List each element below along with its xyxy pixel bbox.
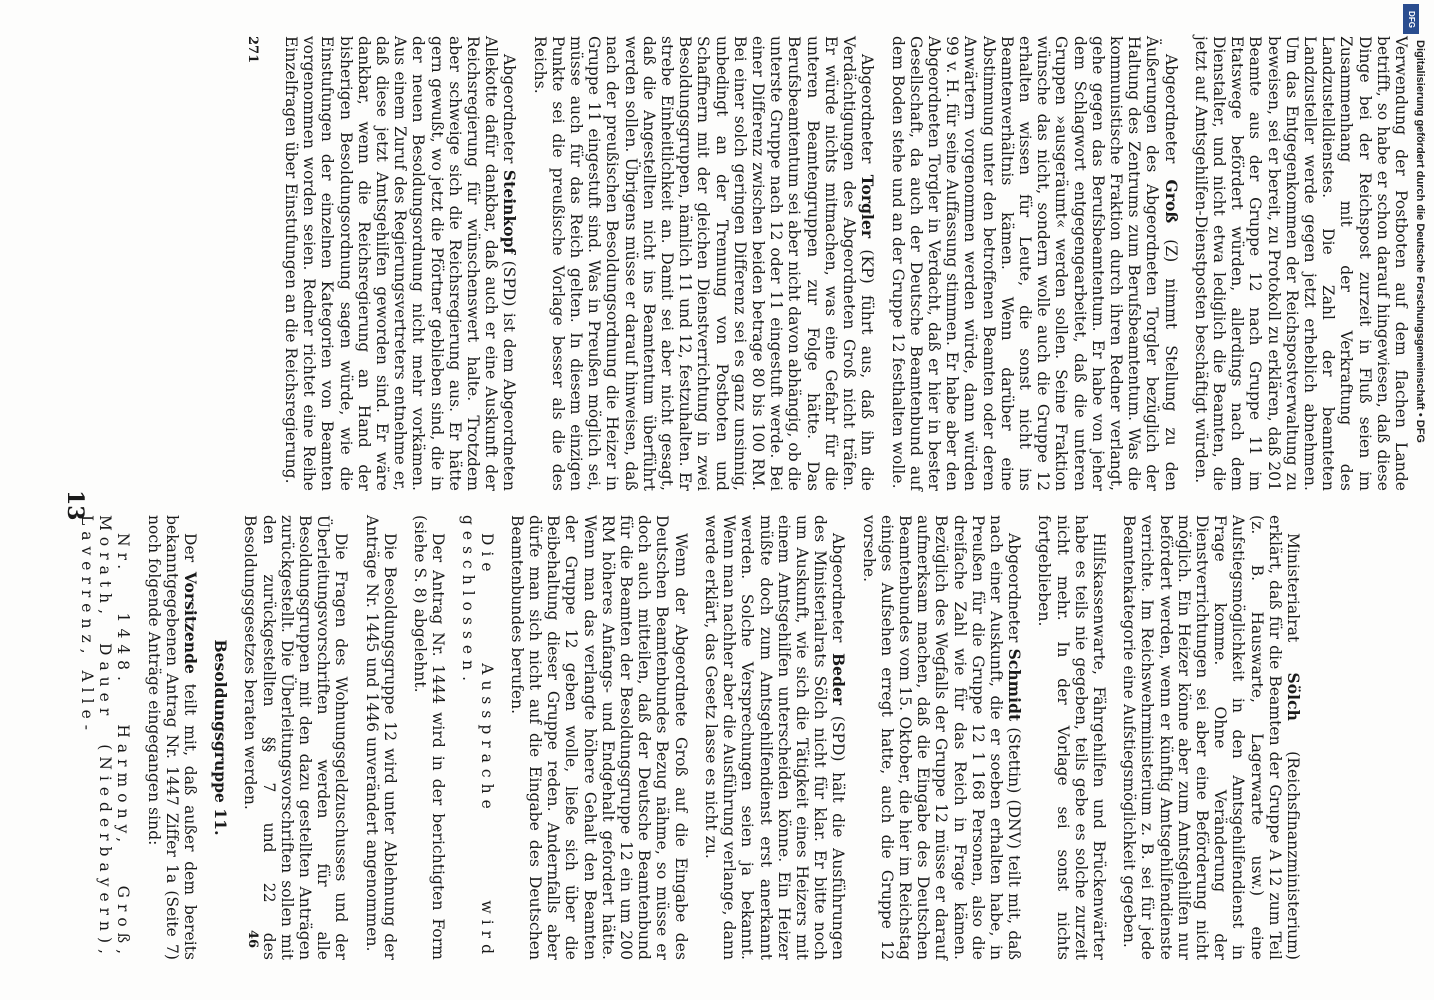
paragraph-text: (Reichsfinanzministerium) erklärt, daß für die Beamten der Gruppe A 12 zum Teil (z. B. Hauswarte, Lagerwarte usw.) eine Aufstiegsmöglichkeit in den Amtsgehilfendienst in Frage komme. Ohne Veränderung der Dienstverrichtungen sei aber eine Beförderung nicht möglich. Ein Heizer könne aber zum Amtsgehilfen nur befördert werden, wenn er künftig Amtsgehilfendienste verrichte. Im Reichswehrministerium z. B. sei für jede Beamtenkategorie eine Aufstiegsmöglichkeit gegeben. <box>1120 515 1302 960</box>
right-paragraph-11: Nr. 1448. Harmony, Groß, Morath, Dauer (Niederbayern), Laverrenz, Alle- <box>78 515 133 960</box>
left-paragraph-3 <box>530 36 876 491</box>
right-paragraph-8: Die Besoldungsgruppe 12 wird unter Ablehnung der Anträge Nr. 1445 und 1446 unverändert angenommen. <box>362 515 399 960</box>
right-paragraph-1 <box>1120 515 1302 960</box>
left-paragraph-4 <box>282 36 519 491</box>
left-column <box>270 36 1410 491</box>
paragraph-text: (Stettin) (DNV) teilt mit, daß nach einer Auskunft, die er soeben erhalten habe, in Preußen für die Gruppe 12 1 168 Personen, also die dreifache Zahl wie für das Reich in Frage kämen. Bezüglich des Wegfalls der Gruppe 12 müsse er darauf aufmerksam machen, daß die Eingabe des Deutschen Beamtenbundes vom 15. Oktober, die hier im Reichstag einiges Aufsehen erregt hatte, auch die Gruppe 12 vorsehe. <box>859 515 1024 960</box>
speaker-name: Sölch <box>1284 672 1303 721</box>
speaker-prefix: Ministerialrat <box>1284 533 1302 673</box>
paragraph-text: (KP) führt aus, daß ihn die Verdächtigungen des Abgeordneten Groß nicht träfen. Er würde nichts mitmachen, was eine Gefahr für die unteren Beamtengruppen zur Folge hätte. Das Berufsbeamtentum sei aber nicht davon abhängig, ob die unterste Gruppe nach 12 oder 11 eingestuft werde. Bei einer Differenz zwischen beiden betrage 80 bis 100 RM. Bei einer solch geringen Differenz sei es ganz unsinnig, unbedingt an der Trennung von Postboten und Schaffnern mit der gleichen Dienstverrichtung in zwei Besoldungsgruppen, nämlich 11 und 12, festzuhalten. Er strebe Einheitlichkeit an. Damit sei aber nicht gesagt, daß die Angestellten nicht ins Beamtentum überführt werden sollen. Übrigens müsse er darauf hinweisen, daß nach der preußischen Besoldungsordnung die Heizer in Gruppe 11 eingestuft sind. Was in Preußen möglich sei, müsse auch für das Reich gelten. In diesem einzigen Punkte sei die preußische Vorlage besser als die des Reichs. <box>530 36 877 491</box>
paragraph-text: (SPD) ist dem Abgeordneten Allekotte dafür dankbar, daß auch er eine Auskunft der Reichsregierung für wünschenswert halte. Trotzdem aber schweige sich die Reichsregierung aus. Er hätte gern gewußt, wo jetzt die Pförtner geblieben sind, die in der neuen Besoldungsordnung nicht mehr vorkämen. Aus einem Zuruf des Regierungsvertreters entnehme er, daß diese jetzt Amtsgehilfen geworden sind. Er wäre dankbar, wenn die Reichsregierung an Hand der bisherigen Besoldungsordnung sagen würde, wie die Einstufungen der einzelnen Kategorien von Beamten vorgenommen worden seien. Redner richtet eine Reihe Einzelfragen über Einstufungen an die Reichsregierung. <box>282 36 519 491</box>
speaker-prefix: Abgeordneter <box>1161 54 1180 180</box>
speaker-prefix: Abgeordneter <box>829 533 848 654</box>
right-paragraph-7: Der Antrag Nr. 1444 wird in der berichtigten Form (siehe S. 8) abgelehnt. <box>411 515 448 960</box>
speaker-name: Torgler <box>858 174 878 239</box>
paragraph-text: teilt mit, daß außer dem bereits bekanntgegebenen Antrag Nr. 1447 Ziffer 1a (Seite 7) noch folgende Anträge eingegangen sind: <box>144 515 200 960</box>
right-paragraph-9: Die Fragen des Wohnungsgeldzuschusses und der Überleitungsvorschriften werden für alle Besoldungsgruppen mit den dazu gestellten Anträgen zurückgestellt. Die Überleitungsvorschriften sollen mit den zurückgestellten §§ 7 und 22 des Besoldungsgesetzes beraten werden. <box>241 515 351 960</box>
paragraph-text: (SPD) hält die Ausführungen des Ministerialrats Sölch nicht für klar. Er bitte noch um Auskunft, wie sich die Tätigkeit eines Heizers mit einem Amtsgehilfen unterscheiden könne. Ein Heizer müßte doch zum Amtsgehilfendienst erst anerkannt werden. Solche Versprechungen seien ja bekannt. Wenn man nachher aber die Ausführung verlange, dann werde erklärt, das Gesetz lasse es nicht zu. <box>701 515 848 960</box>
speaker-prefix: Abgeordneter <box>1005 533 1024 649</box>
right-paragraph-3 <box>859 515 1023 960</box>
right-paragraph-4 <box>702 515 848 960</box>
right-paragraph-6: Die Aussprache wird geschlossen. <box>459 515 496 960</box>
right-paragraph-10 <box>144 515 199 960</box>
speaker-prefix: Abgeordneter <box>858 54 877 175</box>
speaker-name: Beder <box>829 653 849 706</box>
right-paragraph-5: Wenn der Abgeordnete Groß auf die Eingabe des Deutschen Beamtenbundes Bezug nähme, so müsse er doch auch mitteilen, daß der Deutsche Beamtenbund für die Beamten der Besoldungsgruppe 12 ein um 200 RM höheres Anfangs- und Endgehalt gefordert hätte. Wenn man das verlangte höhere Gehalt den Beamten der Gruppe 12 geben wolle, ließe sich über die Beibehaltung dieser Gruppe reden. Andernfalls aber dürfe man sich nicht auf die Eingabe des Deutschen Beamtenbundes berufen. <box>507 515 690 960</box>
page-number: 13 <box>62 490 88 521</box>
bottom-mark-left: 271 <box>245 36 260 64</box>
speaker-name: Steinkopf <box>500 169 520 255</box>
speaker-name: Groß <box>1161 179 1181 224</box>
speaker-name: Vorsitzende <box>181 571 201 674</box>
left-paragraph-1: Verwendung der Postboten auf dem flachen Lande betrifft, so habe er schon darauf hingewiesen, daß diese Dinge bei der Reichspost zurzeit in Fluß seien im Zusammenhang mit der Verkraftung des Landzustelldienstes. Die Zahl der beamteten Landzusteller werde gegen jetzt erheblich abnehmen. Um das Entgegenkommen der Reichspostverwaltung zu beweisen, sei er bereit, zu Protokoll zu erklären, daß 201 Beamte aus der Gruppe 12 nach Gruppe 11 im Etatswege befördert würden, allerdings nach dem Dienstalter, und nicht etwa lediglich die Beamten, die jetzt auf Amtsgehilfen-Dienstposten beschäftigt würden. <box>1191 36 1410 491</box>
paragraph-text: (Z) nimmt Stellung zu den Äußerungen des Abgeordneten Torgler bezüglich der Haltung des Zentrums zum Berufsbeamtentum. Was die kommunistische Fraktion durch ihren Redner verlangt, gehe gegen das Berufsbeamtentum. Er habe von jeher dem Schlagwort entgegengearbeitet, daß die unteren Gruppen »ausgeräumt« werden sollen. Seine Fraktion wünsche das nicht, sondern wolle auch die Gruppe 12 erhalten wissen für Leute, die sonst nicht ins Beamtenverhältnis kämen. Wenn darüber eine Abstimmung unter den betroffenen Beamten oder deren Anwärtern vorgenommen werden würde, dann würden 99 v. H. für seine Auffassung stimmen. Er habe aber den Abgeordneten Torgler in Verdacht, daß er hier in bester Gesellschaft, da auch der Deutsche Beamtenbund auf dem Boden stehe und an der Gruppe 12 festhalten wolle. <box>888 36 1180 491</box>
speaker-prefix: Der <box>181 533 200 572</box>
right-column <box>66 515 1302 960</box>
digitization-sidebar <box>1406 0 1428 1000</box>
digitization-credit: Digitalisierung gefördert durch die Deutsche Forschungsgemeinschaft • DFG <box>1414 40 1426 443</box>
dfg-logo-icon <box>1403 4 1419 34</box>
dfg-logo-text: DFG <box>1406 10 1416 28</box>
section-heading: Besoldungsgruppe 11. <box>211 639 231 836</box>
left-paragraph-2 <box>888 36 1179 491</box>
speaker-prefix: Abgeordneter <box>500 54 519 170</box>
speaker-name: Schmidt <box>1005 648 1025 722</box>
right-paragraph-2: Hilfskassenwarte, Fährgehilfen und Brückenwärter habe es teils nie gegeben, teils gebe es solche zurzeit nicht mehr. In der Vorlage sei sonst nichts fortgeblieben. <box>1035 515 1108 960</box>
bottom-mark-right: 46 <box>245 930 260 949</box>
